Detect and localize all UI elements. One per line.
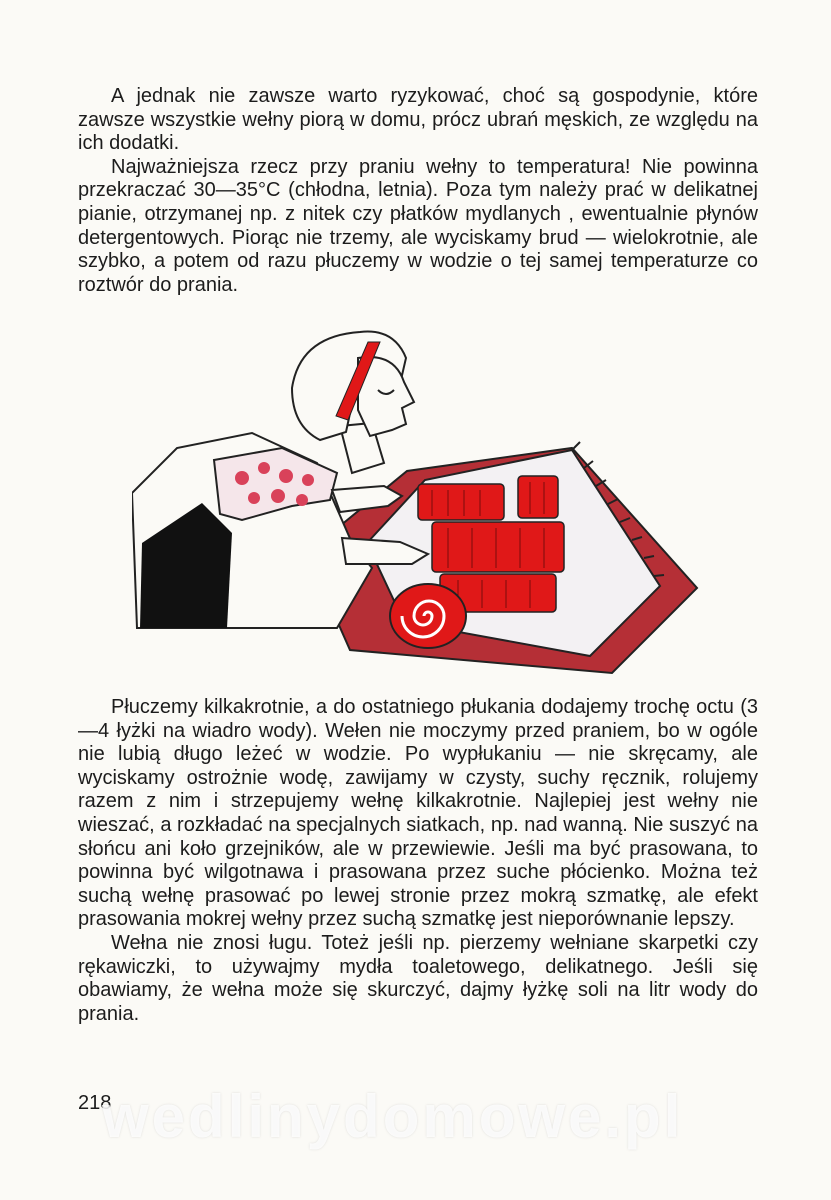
text-block-bottom xyxy=(78,696,758,1026)
paragraph: Najważniejsza rzecz przy praniu wełny to temperatura! Nie powinna przekraczać 30—35°C (chłodna, letnia). Poza tym należy prać w delikatnej pianie, otrzymanej np. z nitek czy płatków mydlanych , ewentualnie płynów detergentowych. Piorąc nie trzemy, ale wyciskamy brud — wielokrotnie, ale szybko, a potem od razu płuczemy w wodzie o tej samej temperaturze co roztwór do prania. xyxy=(78,155,758,296)
page-number: 218 xyxy=(78,1092,112,1114)
paragraph: A jednak nie zawsze warto ryzykować, choć są gospodynie, które zawsze wszystkie wełny piorą w domu, prócz ubrań męskich, ze względu na ich dodatki. xyxy=(78,85,758,155)
illustration-svg xyxy=(132,328,702,678)
paragraph: Wełna nie znosi ługu. Toteż jeśli np. pierzemy wełniane skarpetki czy rękawiczki, to używajmy mydła toaletowego, delikatnego. Jeśli się obawiamy, że wełna może się skurczyć, dajmy łyżkę soli na litr wody do prania. xyxy=(78,931,758,1025)
woman-rolling-sweater-illustration xyxy=(132,328,702,678)
watermark: wedlinydomowe.pl xyxy=(102,1083,684,1150)
text-block-top xyxy=(78,85,758,297)
paragraph: Płuczemy kilkakrotnie, a do ostatniego płukania dodajemy trochę octu (3—4 łyżki na wiadro wody). Wełen nie moczymy przed praniem, bo w ogóle nie lubią długo leżeć w wodzie. Po wypłukaniu — nie skręcamy, ale wyciskamy ostrożnie wodę, zawijamy w czysty, suchy ręcznik, rolujemy razem z nim i strzepujemy wełnę kilkakrotnie. Najlepiej jest wełny nie wieszać, a rozkładać na specjalnych siatkach, np. nad wanną. Nie suszyć na słońcu ani koło grzejników, ale w przewiewie. Jeśli ma być prasowana, to powinna być wilgotnawa i prasowana przez suche płócienko. Można też suchą wełnę prasować po lewej stronie przez mokrą szmatkę, ale efekt prasowania mokrej wełny przez suchą szmatkę jest nieporównanie lepszy. xyxy=(78,696,758,931)
